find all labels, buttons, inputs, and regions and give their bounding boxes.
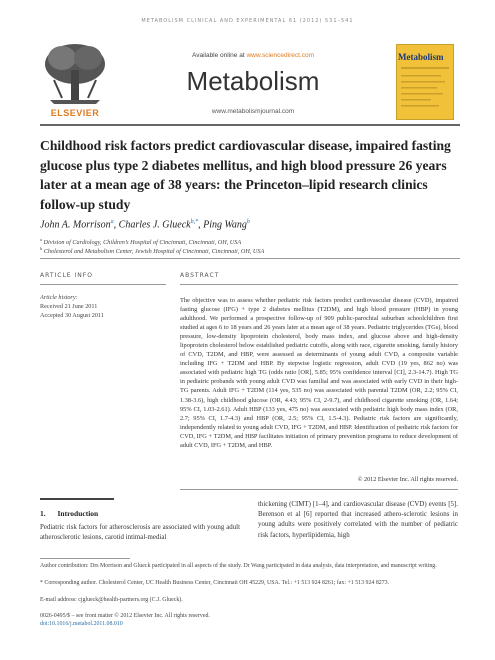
journal-homepage[interactable]: www.metabolismjournal.com — [211, 108, 295, 115]
journal-name: Metabolism — [186, 66, 320, 96]
section-rule — [40, 498, 114, 500]
affiliation-rule — [40, 258, 460, 259]
article-info-rule — [40, 284, 166, 285]
author-name: Charles J. Glueck — [118, 219, 191, 231]
cover-title: Metabolism — [398, 52, 444, 62]
intro-left-column: Pediatric risk factors for atherosclerosis are associated with young adult atherosclerotic lesions, carotid intimal-medial — [40, 524, 240, 542]
author-name: Ping Wang — [203, 219, 247, 231]
article-title: Childhood risk factors predict cardiovascular disease, impaired fasting glucose plus type 2 diabetes mellitus, and high blood pressure 26 years later at a mean age of 38 years: the Princeton–lipid research clinics follow-up study — [40, 138, 451, 212]
author-contribution-note: Author contribution: Drs Morrison and Glueck participated in all aspects of the study. Dr Wang participated in data analysis, data interpretation, and manuscript writing. — [40, 563, 437, 569]
corresponding-author-note: * Corresponding author. Cholesterol Center, UC Health Business Center, Cincinnati OH 45229, USA. Tel.: +1 513 924 8261; fax: +1 513 924 8273. — [40, 580, 390, 586]
accepted-date: Accepted 30 August 2011 — [40, 312, 104, 319]
footnote-rule — [40, 558, 130, 559]
affiliation — [40, 237, 460, 246]
author-list: John A. Morrison$^a$, Charles J. Glueck$^{b,*}$, Ping Wang$^b$ — [40, 219, 250, 231]
section-number: 1. — [40, 509, 46, 518]
affiliation — [40, 246, 460, 255]
elsevier-logo — [40, 40, 110, 118]
author-name: John A. Morrison — [40, 219, 111, 231]
abstract-end-rule — [180, 489, 458, 490]
article-info-heading: ARTICLE INFO — [40, 272, 93, 279]
copyright-notice: © 2012 Elsevier Inc. All rights reserved. — [357, 476, 458, 483]
section-heading — [40, 509, 98, 518]
abstract-heading: ABSTRACT — [180, 272, 220, 279]
issn-line: 0026-0495/$ – see front matter © 2012 Elsevier Inc. All rights reserved. — [40, 613, 210, 619]
sciencedirect-link[interactable]: www.sciencedirect.com — [246, 52, 315, 59]
doi-link[interactable]: doi:10.1016/j.metabol.2011.08.010 — [40, 621, 123, 627]
availability-line — [118, 52, 388, 59]
affiliation-text: Cholesterol and Metabolism Center, Jewish Hospital of Cincinnati, Cincinnati, OH, USA — [43, 248, 265, 256]
masthead-rule — [40, 124, 460, 126]
intro-right-column: thickening (CIMT) [1–4], and cardiovascular disease (CVD) events [5]. Berenson et al [6] reported that increased athero-sclerotic lesions in young adults were positively correlated with the number of pediatric risk factors, hyperlipidemia, high — [258, 501, 458, 539]
history-label: Article history: — [40, 294, 78, 301]
publisher-name: ELSEVIER — [50, 108, 100, 118]
section-title: Introduction — [57, 509, 99, 518]
email-note: E-mail address: cjglueck@health-partners.org (C.J. Glueck). — [40, 597, 183, 603]
affiliation-marker: b — [40, 246, 43, 251]
abstract-rule — [180, 284, 458, 285]
abstract-text: The objective was to assess whether pediatric risk factors predict cardiovascular disease (CVD), impaired fasting glucose (IFG) + type 2 diabetes mellitus (T2DM), and high blood pressure (HBP) in young adulthood. We performed a prospective follow-up of 909 public-parochial suburban schoolchildren first studied at ages 6 to 18 years and 26 years later at a mean age of 38 years. Pediatric triglycerides (TGs), blood pressure, low-density lipoprotein cholesterol, body mass index, and glucose above and high-density lipoprotein cholesterol below established pediatric cutoffs, along with race, cigarette smoking, family history of CVD, T2DM, and HBP, were assessed as determinants of young adult CVD, a composite variable including IFG + T2DM and HBP. By stepwise logistic regression, adult CVD (19 yes, 862 no) was associated with pediatric high TG (odds ratio [OR], 5.85; 95% confidence interval [CI], 2.3-14.7). High TG in pediatric probands with young adult CVD was familial and was associated with early CVD in their high-TG parents. Adult IFG + T2DM (114 yes, 535 no) was associated with parental T2DM (OR, 2.2; 95% CI, 1.38-3.6), high childhood glucose (OR, 4.43; 95% CI, 2-9.7), and childhood cigarette smoking (OR, 1.64; 95% CI, 1.03-2.61). Adult HBP (133 yes, 475 no) was associated with pediatric high body mass index (OR, 2.7; 95% CI, 1.7-4.3) and HBP (OR, 2.5; 95% CI, 1.5-4.3). Pediatric risk factors are significantly, independently related to young adult CVD, IFG + T2DM, and HBP. Identification of pediatric risk factors for CVD, IFG + T2DM, and HBP facilitates initiation of primary prevention programs to reduce development of adult CVD, IFG + T2DM, and HBP. — [180, 297, 458, 449]
author-affiliation-marker[interactable]: b — [246, 219, 250, 225]
affiliation-marker: a — [40, 237, 42, 242]
received-date: Received 21 June 2011 — [40, 303, 98, 310]
affiliation-text: Division of Cardiology, Children’s Hospital of Cincinnati, Cincinnati, OH, USA — [43, 239, 242, 247]
author-affiliation-marker[interactable]: b,* — [190, 219, 199, 225]
available-prefix: Available online at — [191, 52, 245, 59]
running-header: METABOLISM CLINICAL AND EXPERIMENTAL 61 (2012) 531–541 — [141, 18, 354, 24]
author-affiliation-marker[interactable]: a — [110, 219, 114, 225]
